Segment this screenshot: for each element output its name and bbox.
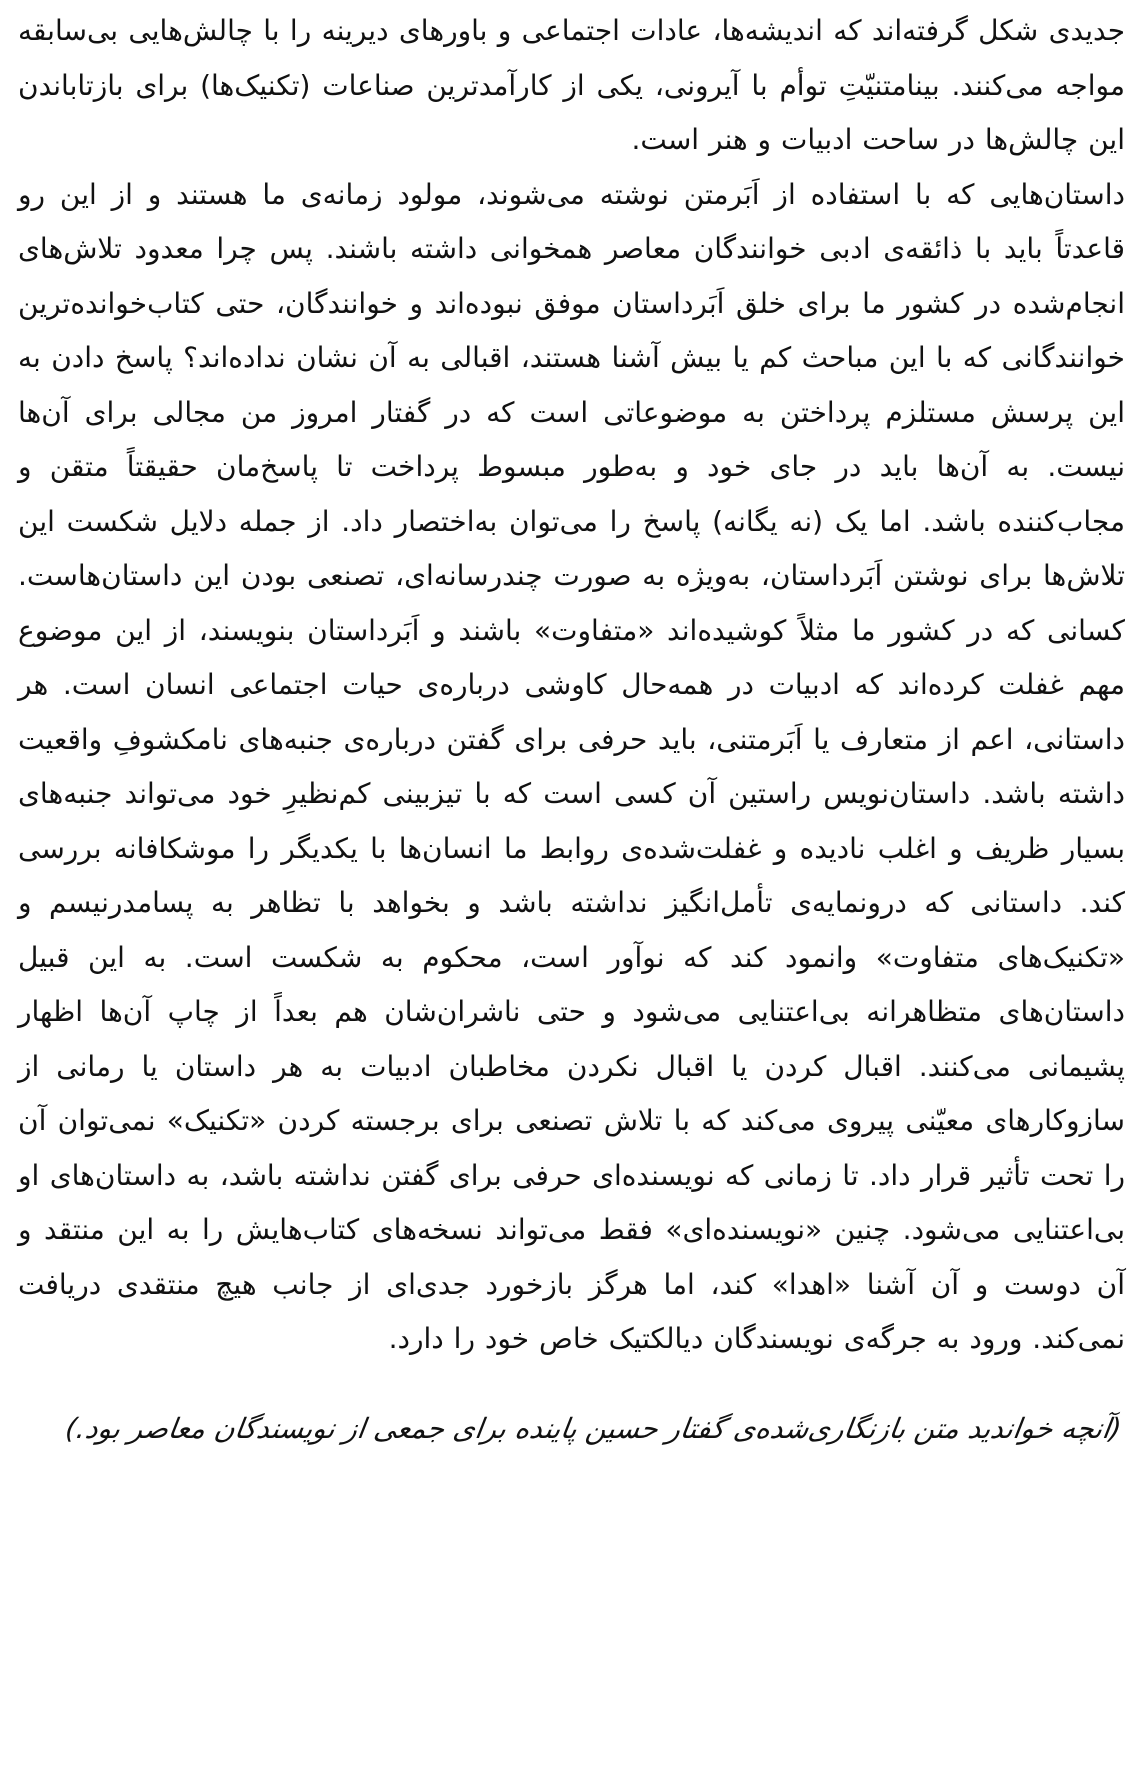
paragraph-main-body: داستان‌هایی که با استفاده از اَبَرمتن نوشته می‌شوند، مولود زمانه‌ی ما هستند و از این رو قاعدتاً باید با ذائقه‌ی ادبی خوانندگان معاصر همخوانی داشته باشند. پس چرا معدود تلاش‌های انجام‌شده در کشور ما برای خلق اَبَرداستان موفق نبوده‌اند و خوانندگان، حتی کتاب‌خوانده‌ترین خوانندگانی که با این مباحث کم یا بیش آشنا هستند، اقبالی به آن نشان نداده‌اند؟ پاسخ دادن به این پرسش مستلزم پرداختن به موضوعاتی است که در گفتار امروز من مجالی برای آن‌ها نیست. به آن‌ها باید در جای خود و به‌طور مبسوط پرداخت تا پاسخ‌مان حقیقتاً متقن و مجاب‌کننده باشد. اما یک (نه یگانه) پاسخ را می‌توان به‌اختصار داد. از جمله دلایل شکست این تلاش‌ها برای نوشتن اَبَرداستان، به‌ویژه به صورت چندرسانه‌ای، تصنعی بودن این داستان‌هاست. کسانی که در کشور ما مثلاً کوشیده‌اند «متفاوت» باشند و اَبَرداستان بنویسند، از این موضوع مهم غفلت کرده‌اند که ادبیات در همه‌حال کاوشی درباره‌ی حیات اجتماعی انسان است. هر داستانی، اعم از متعارف یا اَبَرمتنی، باید حرفی برای گفتن درباره‌ی جنبه‌های نامکشوفِ واقعیت داشته باشد. داستان‌نویس راستین آن کسی است که با تیزبینی کم‌نظیرِ خود می‌تواند جنبه‌های بسیار ظریف و اغلب نادیده و غفلت‌شده‌ی روابط ما انسان‌ها با یکدیگر را موشکافانه بررسی کند. داستانی که درونمایه‌ی تأمل‌انگیز نداشته باشد و بخواهد با تظاهر به پسامدرنیسم و «تکنیک‌های متفاوت» وانمود کند که نوآور است، محکوم به شکست است. به این قبیل داستان‌های متظاهرانه بی‌اعتنایی می‌شود و حتی ناشران‌شان هم بعداً از چاپ آن‌ها اظهار پشیمانی می‌کنند. اقبال کردن یا اقبال نکردن مخاطبان ادبیات به هر داستان یا رمانی از سازوکارهای معیّنی پیروی می‌کند که با تلاش تصنعی برای برجسته کردن «تکنیک» نمی‌توان آن را تحت تأثیر قرار داد. تا زمانی که نویسنده‌ای حرفی برای گفتن نداشته باشد، به داستان‌های او بی‌اعتنایی می‌شود. چنین «نویسنده‌ای» فقط می‌تواند نسخه‌های کتاب‌هایش را به این منتقد و آن دوست و آن آشنا «اهدا» کند، اما هرگز بازخورد جدی‌ای از جانب هیچ منتقدی دریافت نمی‌کند. ورود به جرگه‌ی نویسندگان دیالکتیک خاص خود را دارد. [18,177,1125,1355]
paragraph-intro-continuation: جدیدی شکل گرفته‌اند که اندیشه‌ها، عادات اجتماعی و باورهای دیرینه را با چالش‌هایی بی‌سابقه مواجه می‌کنند. بینامتنیّتِ توأم با آیرونی، یکی از کارآمدترین صناعات (تکنیک‌ها) برای بازتاباندن این چالش‌ها در ساحت ادبیات و هنر است. [18,14,1125,156]
source-note: (آنچه خواندید متن بازنگاری‌شده‌ی گفتار حسین پاینده برای جمعی از نویسندگان معاصر بود.) [63,1411,1124,1445]
